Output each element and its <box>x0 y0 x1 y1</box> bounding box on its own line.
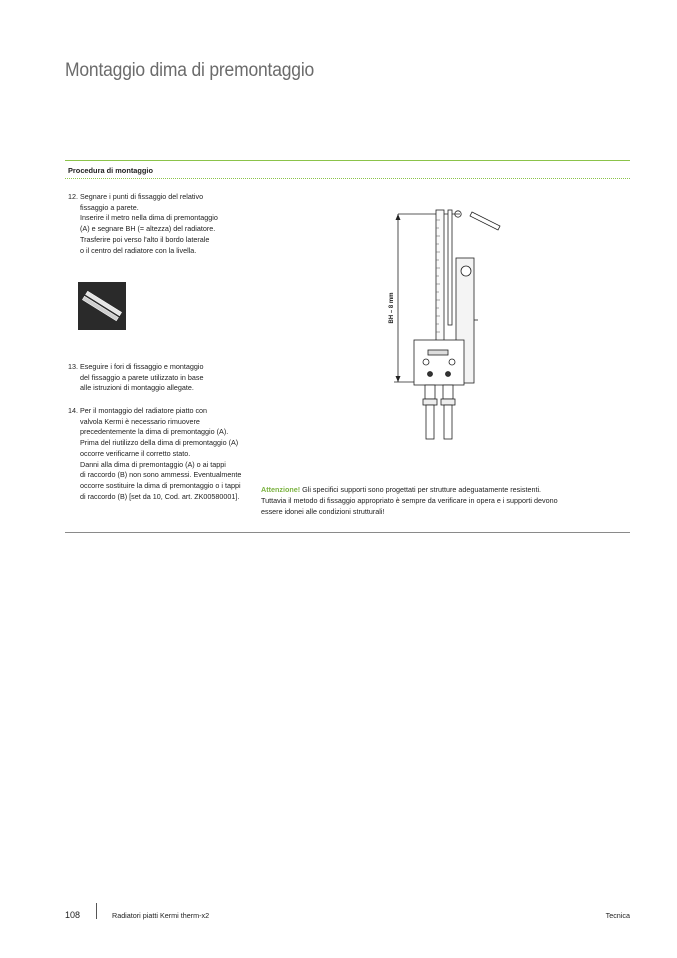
page-title: Montaggio dima di premontaggio <box>65 60 315 81</box>
step-line: occorre verificarne il corretto stato. <box>80 448 191 458</box>
section-top-rule <box>65 160 630 161</box>
step-line: Prima del riutilizzo della dima di premontaggio (A) <box>80 438 239 448</box>
warning-note <box>261 484 581 517</box>
step-line: Trasferire poi verso l'alto il bordo laterale <box>80 234 210 244</box>
step-number: 14. <box>68 406 78 415</box>
step-line: di raccordo (B) [set da 10, Cod. art. ZK00580001]. <box>80 491 240 501</box>
step-line: Segnare i punti di fissaggio del relativo <box>80 192 204 201</box>
step-line: del fissaggio a parete utilizzato in base <box>80 372 204 382</box>
step-13 <box>68 362 258 394</box>
dimension-label: BH – 8 mm <box>389 292 395 324</box>
step-number: 13. <box>68 362 78 371</box>
section-heading: Procedura di montaggio <box>68 166 153 175</box>
step-line: Inserire il metro nella dima di premontaggio <box>80 213 218 223</box>
warning-label: Attenzione! <box>261 485 301 494</box>
section-heading-rule <box>65 178 630 179</box>
step-12 <box>68 192 258 256</box>
footer-doc-title: Radiatori piatti Kermi therm-x2 <box>112 911 210 920</box>
step-14 <box>68 406 258 502</box>
warning-line: essere idonei alle condizioni strutturali! <box>261 507 385 516</box>
step-line: alle istruzioni di montaggio allegate. <box>80 383 194 393</box>
step-line: Per il montaggio del radiatore piatto con <box>80 406 208 415</box>
step-line: precedentemente la dima di premontaggio (A). <box>80 427 229 437</box>
step-line: (A) e segnare BH (= altezza) del radiatore. <box>80 224 216 234</box>
step-line: Eseguire i fori di fissaggio e montaggio <box>80 362 204 371</box>
step-line: valvola Kermi è necessario rimuovere <box>80 416 200 426</box>
drawing-svg <box>378 200 508 445</box>
footer-divider <box>96 903 97 919</box>
step-line: Danni alla dima di premontaggio (A) o ai tappi <box>80 459 226 469</box>
mounting-template-drawing <box>378 200 508 450</box>
step-line: di raccordo (B) non sono ammessi. Eventualmente <box>80 470 242 480</box>
warning-line: Gli specifici supporti sono progettati per strutture adeguatamente resistenti. <box>300 485 542 494</box>
warning-line: Tuttavia il metodo di fissaggio appropriato è sempre da verificare in opera e i supporti devono <box>261 496 558 505</box>
template-strip-icon <box>78 282 126 330</box>
step-number: 12. <box>68 192 78 201</box>
page-number: 108 <box>65 910 81 920</box>
step-line: o il centro del radiatore con la livella. <box>80 245 197 255</box>
footer-section: Tecnica <box>605 911 630 920</box>
step-line: occorre sostituire la dima di premontaggio o i tappi <box>80 480 241 490</box>
section-end-rule <box>65 532 630 533</box>
step-line: fissaggio a parete. <box>80 202 139 212</box>
template-thumbnail <box>78 282 126 330</box>
